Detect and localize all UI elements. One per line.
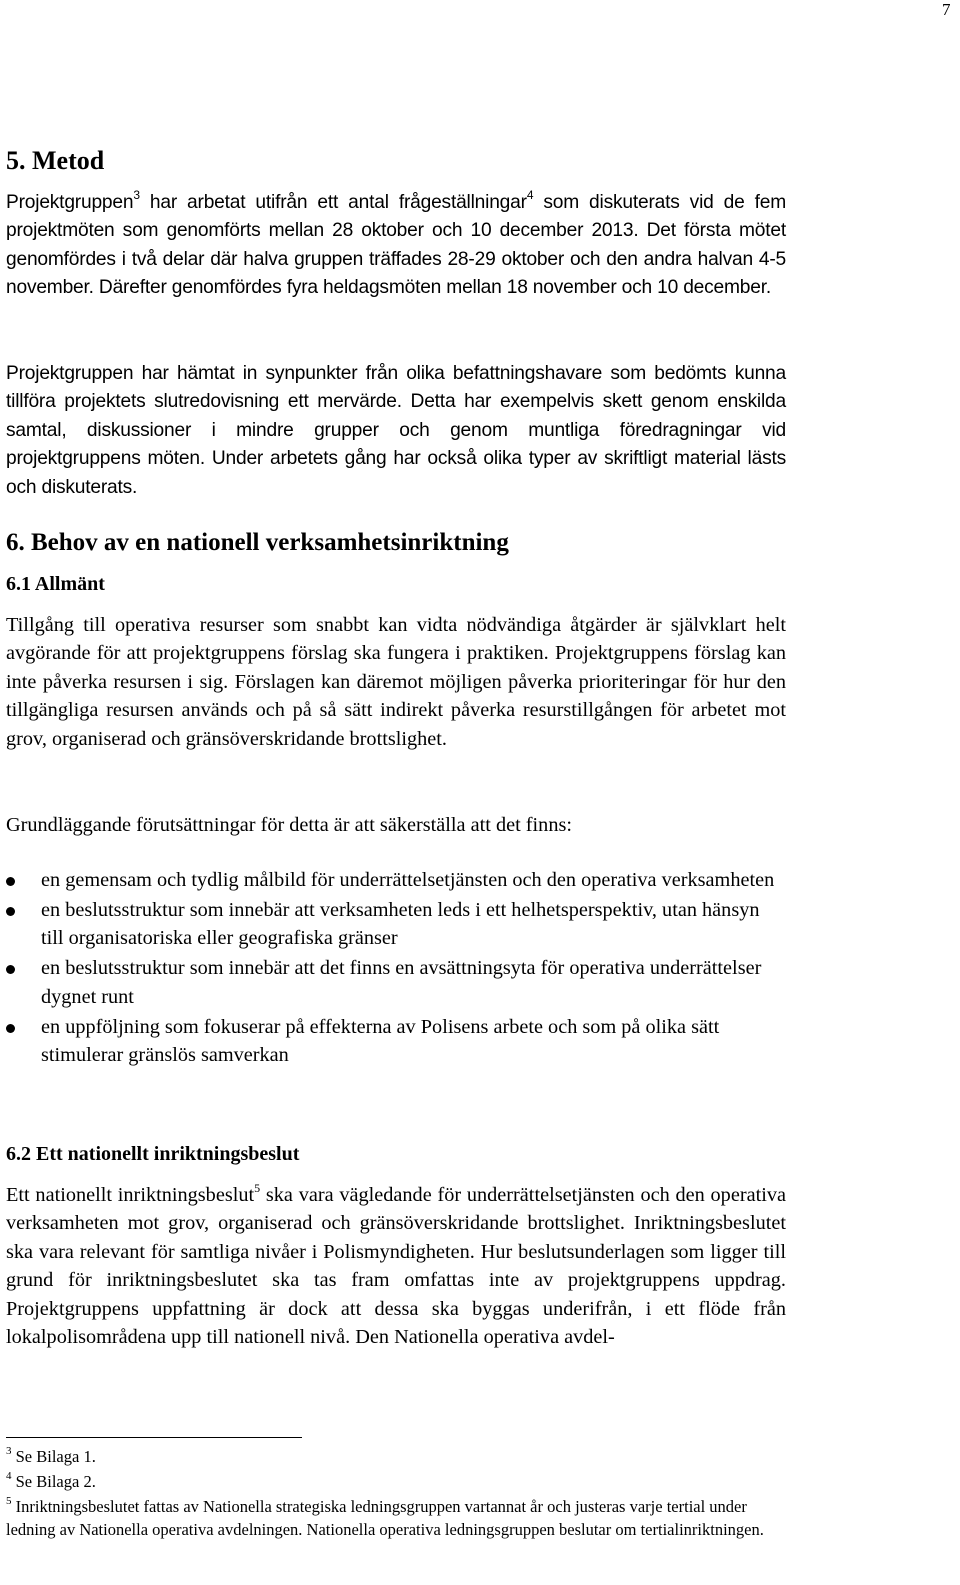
list-item xyxy=(6,954,786,1011)
text-span: som diskuterats vid de fem projektmöten som genomförts mellan 28 oktober och 10 december 2013. Det första mötet genomfördes i två delar där halva gruppen träffades 28-29 oktober och den andra halvan 4-5 november. Därefter genomfördes fyra heldagsmöten mellan 18 november och 10 december. xyxy=(6,192,787,299)
footnote-5 xyxy=(6,1496,786,1541)
bullet-list xyxy=(6,866,786,1071)
footnote-number: 3 xyxy=(6,1445,12,1457)
paragraph-allmant-1: Tillgång till operativa resurser som snabbt kan vidta nödvändiga åtgärder är självklart helt avgörande för att projektgruppens förslag ska fungera i praktiken. Projektgruppens förslag kan inte påverka resursen i sig. Förslagen kan däremot möjligen påverka prioriteringar för hur den tillgängliga resursen används och på så sätt indirekt påverka resurstillgången för arbetet mot grov, organiserad och gränsöverskridande brottslighet. xyxy=(6,614,786,750)
page-number: 7 xyxy=(942,0,951,19)
footnote-3 xyxy=(6,1446,786,1469)
list-item-text: en beslutsstruktur som innebär att verksamheten leds i ett helhetsperspektiv, utan hänsyn till organisatoriska eller geografiska gränser xyxy=(41,898,760,950)
list-item xyxy=(6,866,786,894)
section-heading-metod: 5. Metod xyxy=(6,146,105,175)
footnote-text: Se Bilaga 1. xyxy=(11,1447,96,1466)
text-span: ska vara vägledande för underrättelsetjänsten och den operativa verksamheten mot grov, organiserad och gränsöverskridande brottslighet. Inriktningsbeslutet ska vara relevant för samtliga nivåer i Polismyndigheten. Hur beslutsunderlagen som ligger till grund för inriktningsbeslutet ska tas fram omfattas inte av projektgruppens uppdrag. Projektgruppens uppfattning är dock att dessa ska byggas underifrån, i ett flöde från lokalpolisområdena upp till nationell nivå. Den Nationella operativa avdel- xyxy=(6,1184,786,1349)
footnote-ref-5: 5 xyxy=(254,1181,261,1195)
footnote-text: Inriktningsbeslutet fattas av Nationella strategiska ledningsgruppen vartannat år och justeras varje tertial under ledning av Nationella operativa avdelningen. Nationella operativa ledningsgruppen beslutar om tertialinriktningen. xyxy=(6,1497,764,1539)
text-span: har arbetat utifrån ett antal frågeställningar xyxy=(139,192,527,213)
list-item xyxy=(6,896,786,953)
list-item-text: en gemensam och tydlig målbild för underrättelsetjänsten och den operativa verksamheten xyxy=(41,869,775,891)
footnote-number: 4 xyxy=(6,1470,12,1482)
footnote-ref-3: 3 xyxy=(133,188,140,202)
subsection-heading-allmant: 6.1 Allmänt xyxy=(6,573,105,595)
paragraph-metod-2: Projektgruppen har hämtat in synpunkter från olika befattningshavare som bedömts kunna tillföra projektets slutredovisning ett mervärde. Detta har exempelvis skett genom enskilda samtal, diskussioner i mindre grupper och genom muntliga föredragningar vid projektgruppens möten. Under arbetets gång har också olika typer av skriftligt material lästs och diskuterats. xyxy=(6,363,786,498)
footnote-separator xyxy=(6,1437,302,1438)
footnote-4 xyxy=(6,1471,786,1494)
bullet-icon xyxy=(6,907,15,916)
text-span: Projektgruppen xyxy=(6,192,134,213)
paragraph-inriktningsbeslut xyxy=(6,1181,786,1351)
subsection-heading-inriktningsbeslut: 6.2 Ett nationellt inriktningsbeslut xyxy=(6,1143,300,1165)
text-span: Ett nationellt inriktningsbeslut xyxy=(6,1184,255,1206)
bullet-icon xyxy=(6,877,15,886)
list-item-text: en uppföljning som fokuserar på effekterna av Polisens arbete och som på olika sätt stimulerar gränslös samverkan xyxy=(41,1015,720,1066)
footnote-number: 5 xyxy=(6,1495,12,1507)
footnote-text: Se Bilaga 2. xyxy=(11,1472,96,1491)
paragraph-metod-1 xyxy=(6,189,786,303)
bullet-icon xyxy=(6,1024,15,1033)
paragraph-allmant-2: Grundläggande förutsättningar för detta är att säkerställa att det finns: xyxy=(6,814,572,836)
section-heading-behov: 6. Behov av en nationell verksamhetsinriktning xyxy=(6,529,509,556)
list-item xyxy=(6,1013,786,1070)
list-item-text: en beslutsstruktur som innebär att det finns en avsättningsyta för operativa underrättelser dygnet runt xyxy=(41,957,762,1008)
bullet-icon xyxy=(6,965,15,974)
footnote-ref-4: 4 xyxy=(526,188,534,202)
